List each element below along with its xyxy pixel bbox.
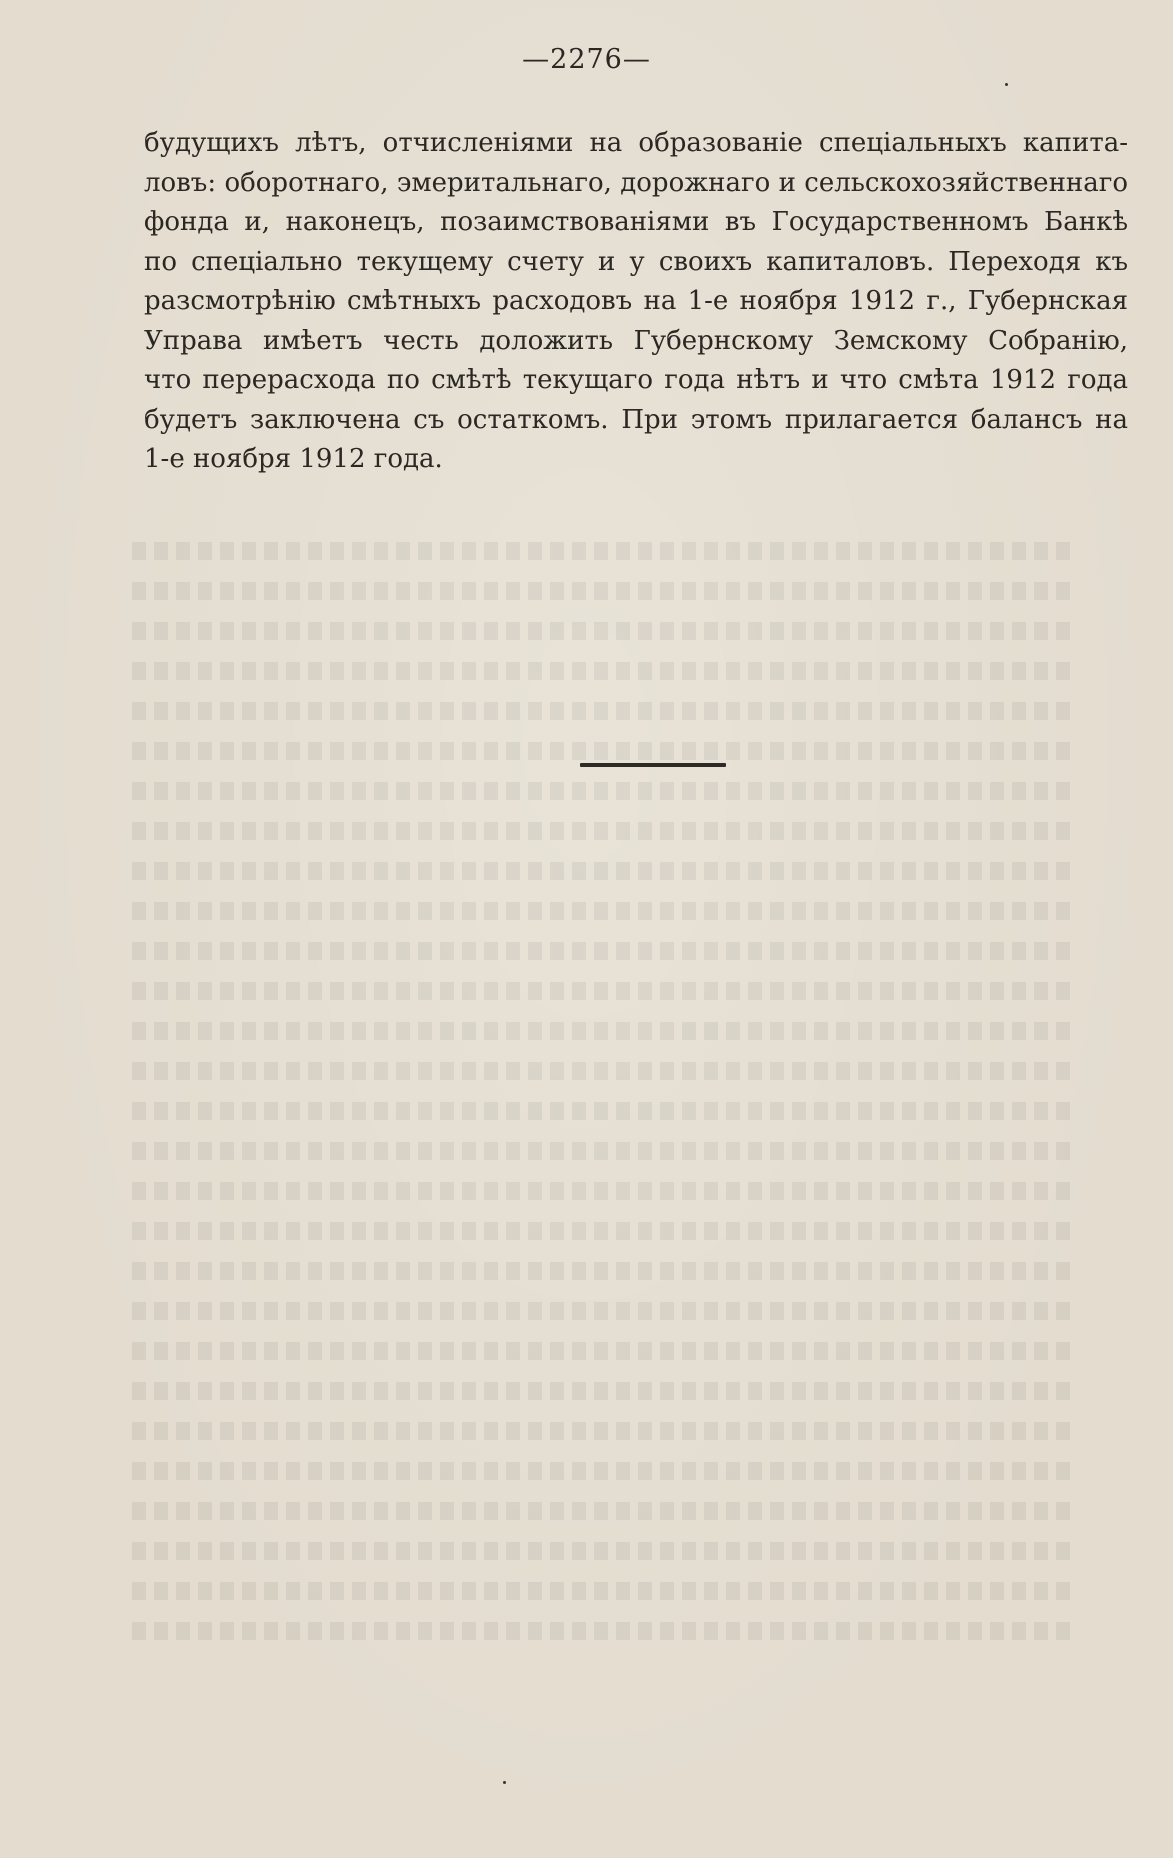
text-line: ловъ: оборотнаго, эмеритальнаго, дорожнаго и сельскохозяйственнаго	[144, 167, 1128, 198]
text-line: будетъ заключена съ остаткомъ. При этомъ прилагается балансъ на	[144, 404, 1128, 435]
text-line: что перерасхода по смѣтѣ текущаго года нѣтъ и что смѣта 1912 года	[144, 365, 1128, 395]
section-divider	[580, 763, 726, 767]
text-line: фонда и, наконецъ, позаимствованіями въ Государственномъ Банкѣ	[144, 207, 1128, 237]
text-line: разсмотрѣнію смѣтныхъ расходовъ на 1-е ноября 1912 г., Губернская	[144, 286, 1128, 316]
text-line: по спеціально текущему счету и у своихъ капиталовъ. Переходя къ	[144, 246, 1128, 277]
reverse-side-bleed-through	[130, 530, 1070, 1650]
text-line: будущихъ лѣтъ, отчисленіями на образованіе спеціальныхъ капита-	[144, 128, 1128, 158]
speck	[503, 1781, 506, 1784]
text-line: 1-е ноября 1912 года.	[144, 444, 443, 474]
page-number: —2276—	[522, 44, 651, 75]
speck	[1005, 83, 1008, 86]
body-paragraph	[144, 124, 1128, 480]
text-line: Управа имѣетъ честь доложить Губернскому Земскому Собранію,	[144, 325, 1128, 356]
